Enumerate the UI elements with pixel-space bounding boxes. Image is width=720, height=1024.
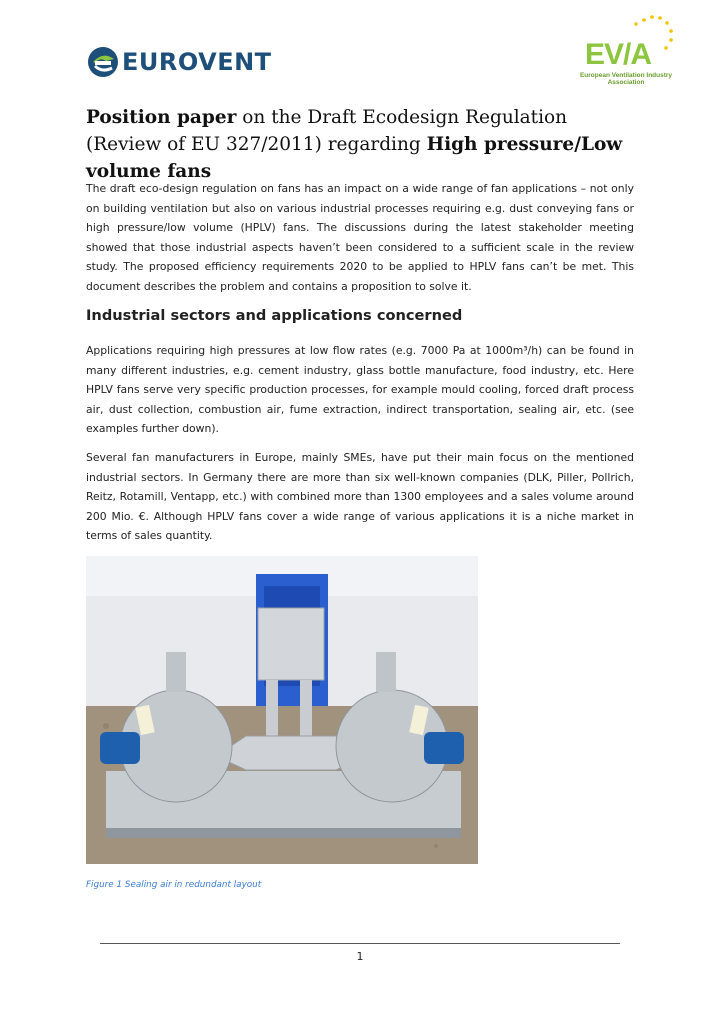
figure-caption: Figure 1 Sealing air in redundant layout: [86, 880, 262, 890]
sectors-paragraph-1: Applications requiring high pressures at low flow rates (e.g. 7000 Pa at 1000m³/h) can be found in many different industries, e.g. cement industry, glass bottle manufacture, food industry, etc. Here HPLV fans serve very specific production processes, for example mould cooling, forced draft process air, dust collection, combustion air, fume extraction, indirect transportation, sealing air, etc. (see examples further down).: [86, 344, 634, 435]
eurovent-logo: [86, 42, 272, 82]
title-regular: on the Draft Ecodesign Regulation (Review of EU 327/2011) regarding: [86, 107, 568, 155]
figure-photo: [86, 556, 478, 864]
section-heading: Industrial sectors and applications concerned: [86, 307, 463, 324]
evia-logo-text: EV/A: [585, 38, 652, 71]
page-number: 1: [356, 950, 364, 963]
title-bold-lead: Position paper: [86, 107, 237, 128]
title-bold-topic: High pressure/Low volume fans: [86, 134, 623, 182]
intro-paragraph: The draft eco-design regulation on fans has an impact on a wide range of fan applications – not only on building ventilation but also on various industrial processes requiring e.g. dust conveying fans or high pressure/low volume (HPLV) fans. The discussions during the latest stakeholder meeting showed that those industrial aspects haven’t been considered to a sufficient scale in the review study. The proposed efficiency requirements 2020 to be applied to HPLV fans can’t be met. This document describes the problem and contains a proposition to solve it.: [86, 182, 634, 293]
sectors-paragraph-2: Several fan manufacturers in Europe, mainly SMEs, have put their main focus on the mentioned industrial sectors. In Germany there are more than six well-known companies (DLK, Piller, Pollrich, Reitz, Rotamill, Ventapp, etc.) with combined more than 1300 employees and a sales volume around 200 Mio. €. Although HPLV fans cover a wide range of various applications it is a niche market in terms of sales quantity.: [86, 451, 634, 542]
page-title: [86, 104, 634, 185]
evia-logo: [574, 14, 674, 92]
eurovent-logo-text: EUROVENT: [122, 48, 272, 76]
eurovent-e-mark-icon: [86, 45, 120, 79]
evia-logo-subtitle: European Ventilation Industry Association: [579, 72, 673, 86]
footer-divider: [100, 943, 620, 944]
